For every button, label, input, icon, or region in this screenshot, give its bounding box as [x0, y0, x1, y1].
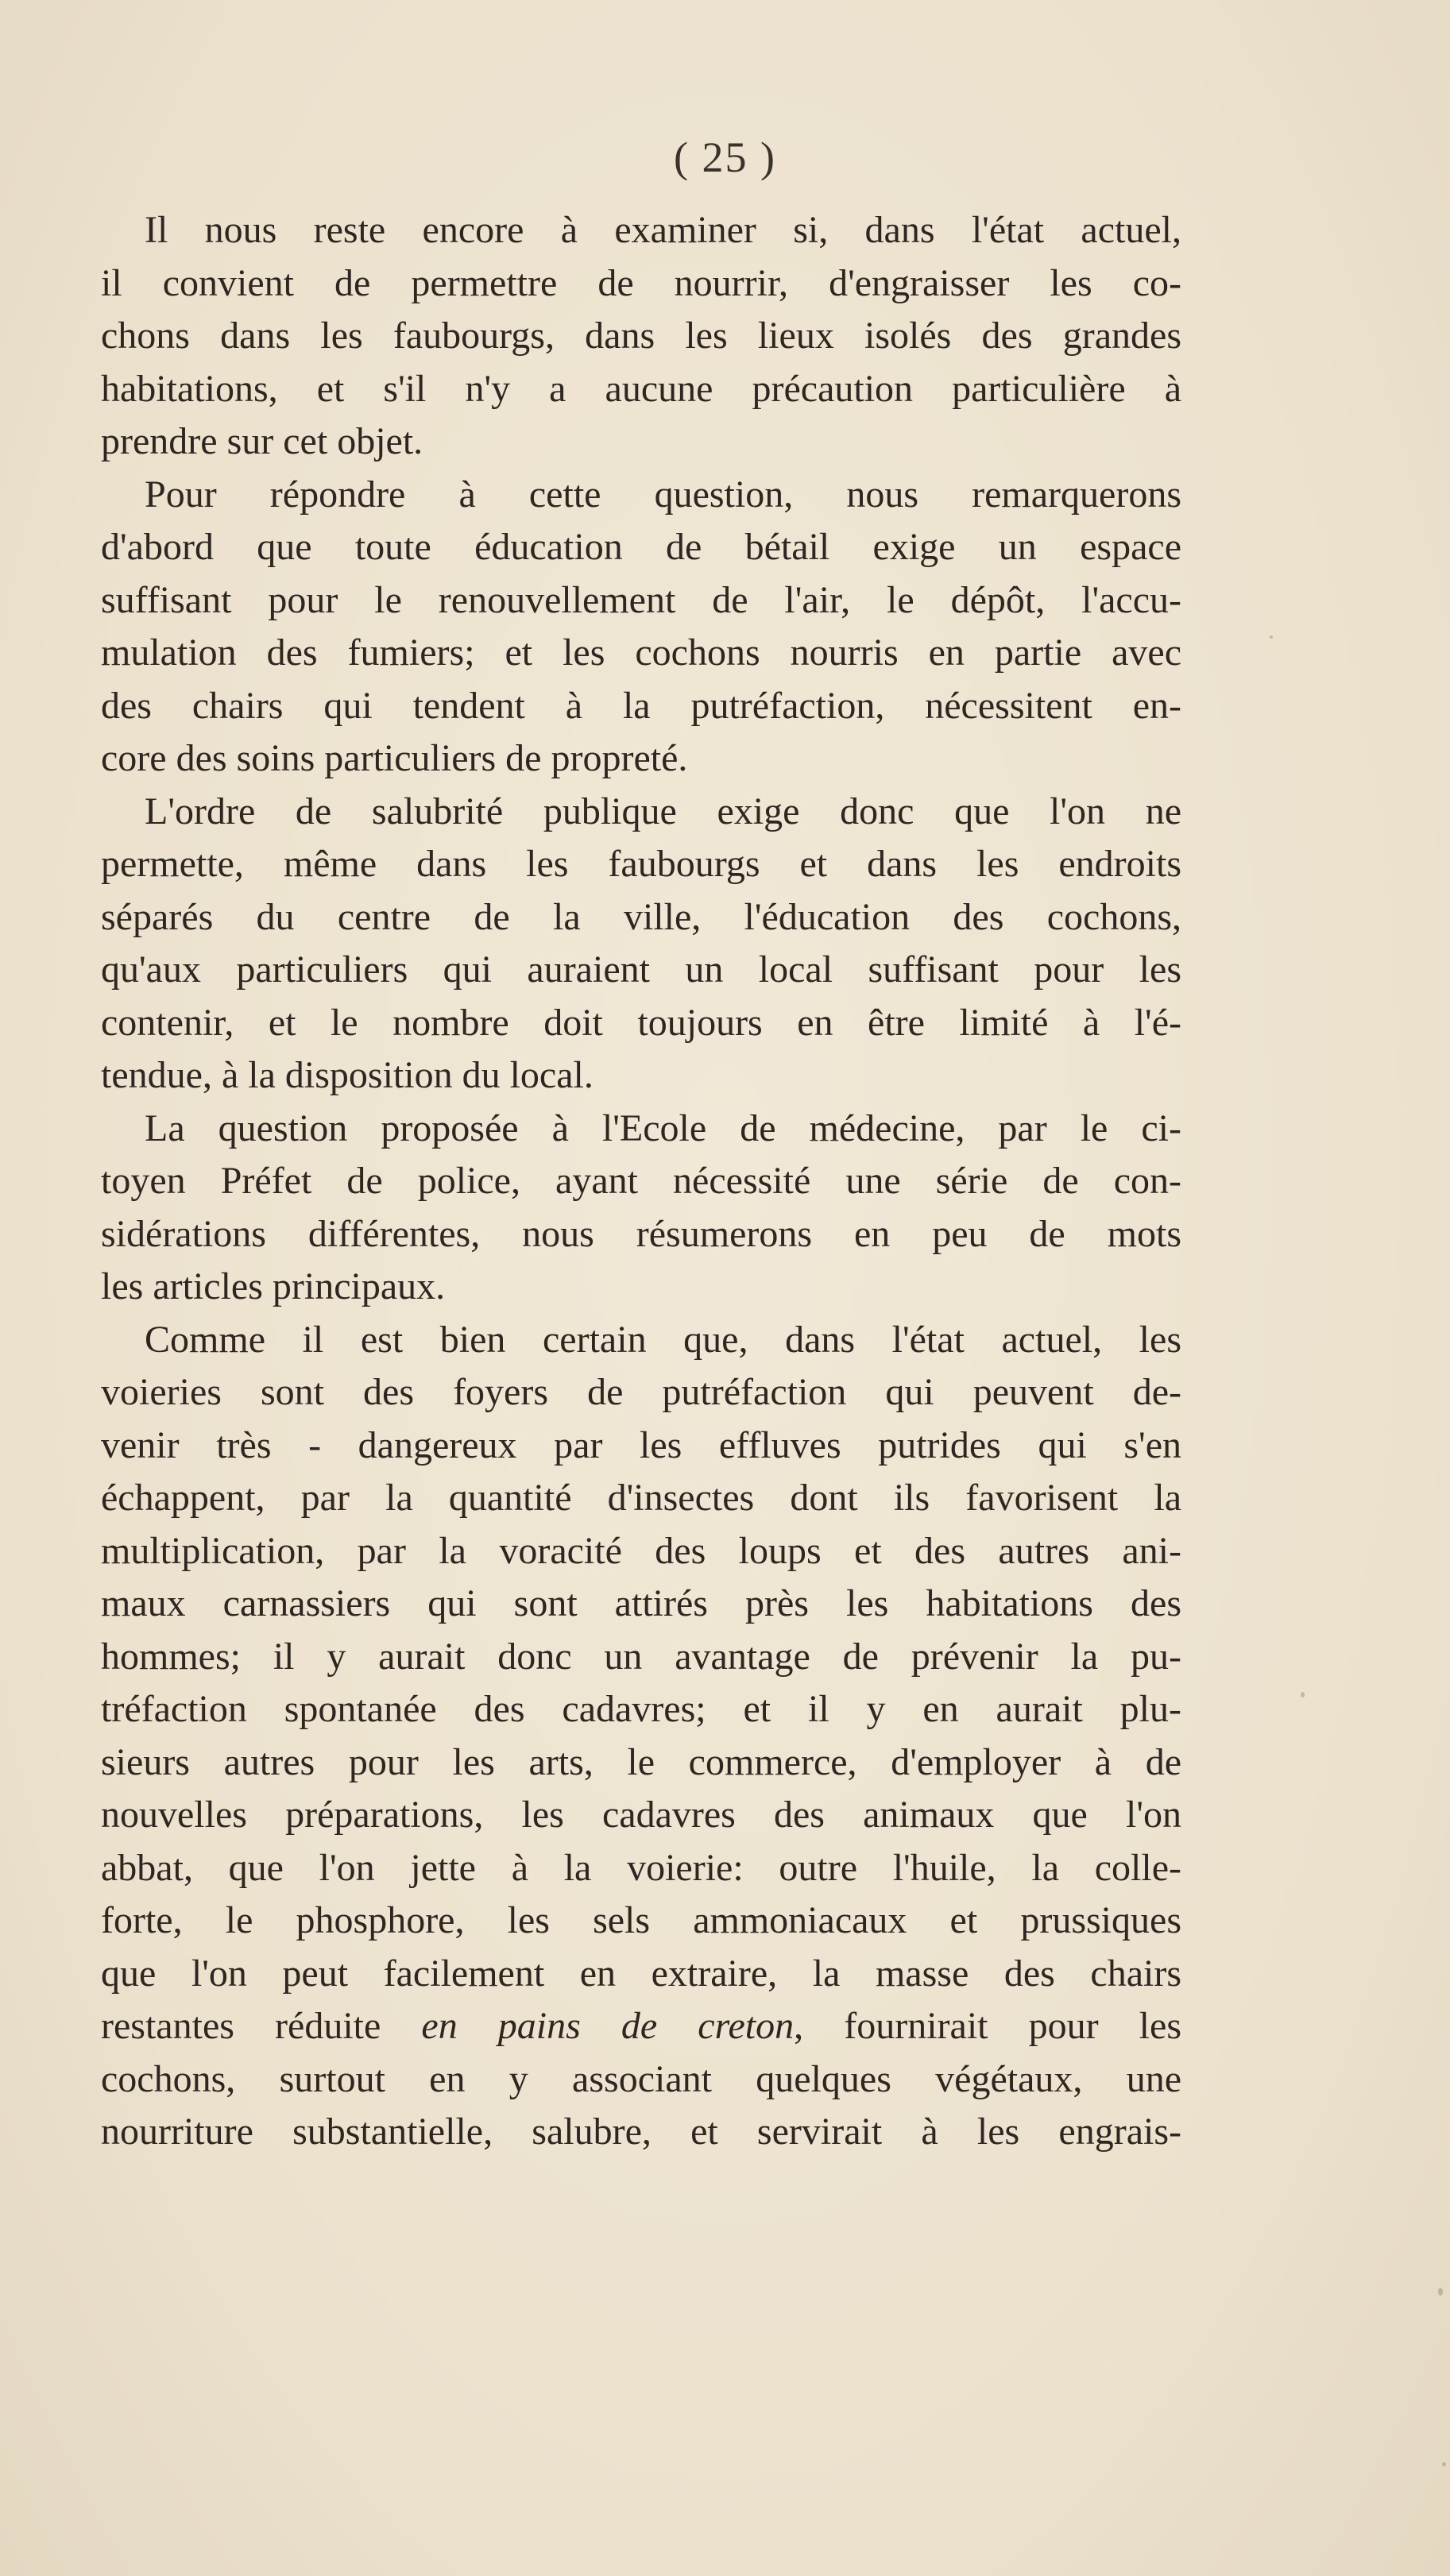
- text-line: permette, même dans les faubourgs et dans les endroits: [101, 843, 1181, 885]
- text-line: mulation des fumiers; et les cochons nourris en partie avec: [101, 631, 1181, 674]
- text-line: La question proposée à l'Ecole de médecine, par le ci-: [145, 1106, 1181, 1149]
- text-line: d'abord que toute éducation de bétail exige un espace: [101, 526, 1181, 568]
- text-line: prendre sur cet objet.: [101, 420, 423, 462]
- text-line: échappent, par la quantité d'insectes dont ils favorisent la: [101, 1477, 1181, 1519]
- text-line: toyen Préfet de police, ayant nécessité une série de con-: [101, 1160, 1181, 1202]
- text-line: habitations, et s'il n'y a aucune précaution particulière à: [101, 367, 1181, 410]
- italic-phrase: en pains de creton: [421, 2005, 795, 2047]
- text-line: contenir, et le nombre doit toujours en être limité à l'é-: [101, 1001, 1181, 1044]
- text-line: tréfaction spontanée des cadavres; et il y en aurait plu-: [101, 1688, 1181, 1730]
- text-line: hommes; il y aurait donc un avantage de prévenir la pu-: [101, 1635, 1181, 1678]
- text-line: Comme il est bien certain que, dans l'état actuel, les: [145, 1318, 1181, 1361]
- text-line: sidérations différentes, nous résumerons en peu de mots: [101, 1212, 1181, 1255]
- paper-speck: [1270, 635, 1273, 639]
- text-line: que l'on peut facilement en extraire, la masse des chairs: [101, 1952, 1181, 1995]
- paper-speck: [1301, 1692, 1305, 1697]
- text-line: maux carnassiers qui sont attirés près les habitations des: [101, 1582, 1181, 1624]
- text-line: tendue, à la disposition du local.: [101, 1054, 594, 1096]
- text-line: Pour répondre à cette question, nous remarquerons: [145, 473, 1181, 516]
- text-line: forte, le phosphore, les sels ammoniacaux et prussiques: [101, 1899, 1181, 1941]
- text-line: core des soins particuliers de propreté.: [101, 737, 688, 779]
- text-line: qu'aux particuliers qui auraient un local suffisant pour les: [101, 948, 1181, 991]
- text-line: L'ordre de salubrité publique exige donc que l'on ne: [145, 790, 1181, 832]
- text-segment: restantes réduite: [101, 2005, 381, 2047]
- text-line: suffisant pour le renouvellement de l'air, le dépôt, l'accu-: [101, 578, 1181, 621]
- text-line: nourriture substantielle, salubre, et servirait à les engrais-: [101, 2111, 1181, 2153]
- text-line: venir très - dangereux par les effluves putrides qui s'en: [101, 1423, 1181, 1466]
- page-number: ( 25 ): [674, 133, 776, 181]
- text-line: des chairs qui tendent à la putréfaction, nécessitent en-: [101, 684, 1181, 727]
- paper-speck: [1442, 2462, 1446, 2466]
- text-line: abbat, que l'on jette à la voierie: outre l'huile, la colle-: [101, 1846, 1181, 1889]
- text-line: voieries sont des foyers de putréfaction qui peuvent de-: [101, 1371, 1181, 1413]
- text-line: cochons, surtout en y associant quelques végétaux, une: [101, 2057, 1181, 2100]
- text-line: il convient de permettre de nourrir, d'engraisser les co-: [101, 261, 1181, 304]
- text-line-mixed: [101, 2000, 1181, 2053]
- text-line: les articles principaux.: [101, 1265, 446, 1307]
- text-segment: , fournirait pour les: [794, 2005, 1181, 2047]
- text-line: nouvelles préparations, les cadavres des animaux que l'on: [101, 1794, 1181, 1836]
- paper-speck: [1438, 2288, 1443, 2296]
- text-line: séparés du centre de la ville, l'éducation des cochons,: [101, 895, 1181, 938]
- body-text: [101, 204, 1181, 2159]
- text-line: multiplication, par la voracité des loups et des autres ani-: [101, 1529, 1181, 1572]
- text-line: sieurs autres pour les arts, le commerce, d'employer à de: [101, 1740, 1181, 1783]
- text-line: chons dans les faubourgs, dans les lieux isolés des grandes: [101, 315, 1181, 357]
- text-line: Il nous reste encore à examiner si, dans l'état actuel,: [145, 209, 1181, 251]
